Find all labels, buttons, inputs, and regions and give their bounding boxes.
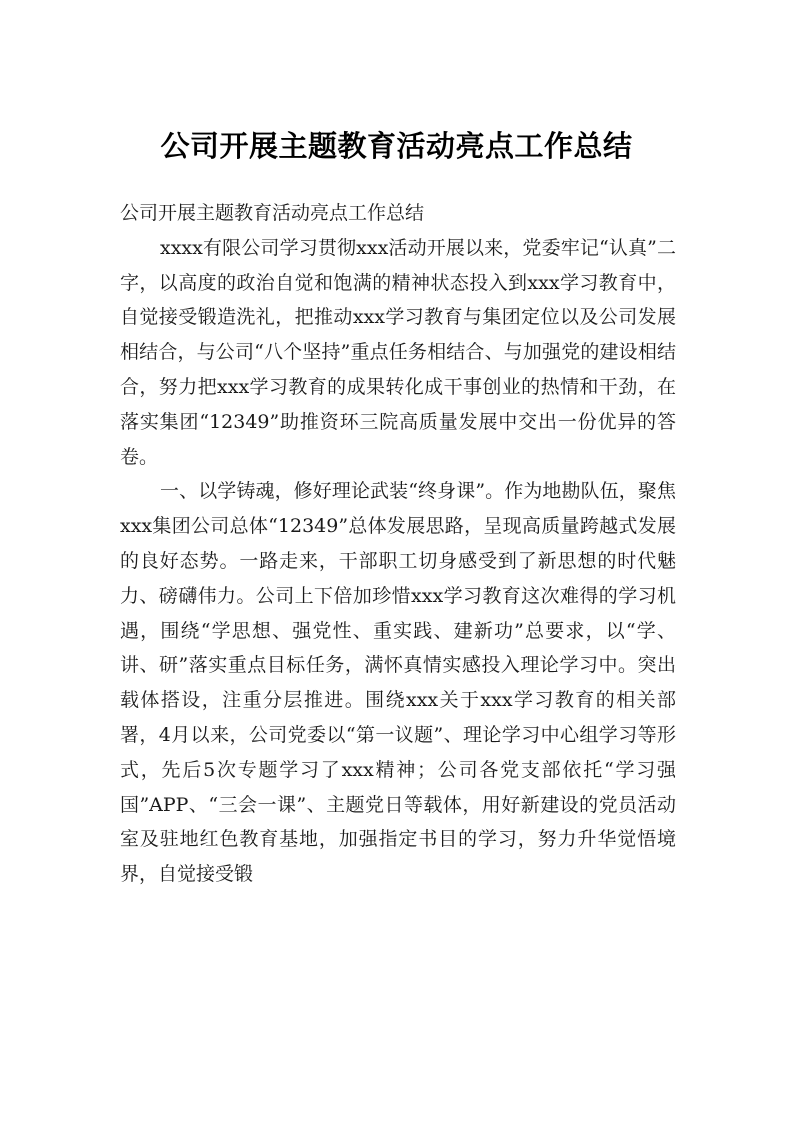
paragraph-section-one: 一、以学铸魂，修好理论武装“终身课”。作为地勘队伍，聚焦xxx集团公司总体“12349”总体发展思路，呈现高质量跨越式发展的良好态势。一路走来，干部职工切身感受到了新思想的时代魅力、磅礴伟力。公司上下倍加珍惜xxx学习教育这次难得的学习机遇，围绕“学思想、强党性、重实践、建新功”总要求，以“学、讲、研”落实重点目标任务，满怀真情实感投入理论学习中。突出载体搭设，注重分层推进。围绕xxx关于xxx学习教育的相关部署，4月以来，公司党委以“第一议题”、理论学习中心组学习等形式，先后5次专题学习了xxx精神；公司各党支部依托“学习强国”APP、“三会一课”、主题党日等载体，用好新建设的党员活动室及驻地红色教育基地，加强指定书目的学习，努力升华觉悟境界，自觉接受锻 [120, 480, 676, 886]
document-body [120, 196, 676, 892]
paragraph-intro: xxxx有限公司学习贯彻xxx活动开展以来，党委牢记“认真”二字，以高度的政治自觉和饱满的精神状态投入到xxx学习教育中，自觉接受锻造洗礼，把推动xxx学习教育与集团定位以及公司发展相结合，与公司“八个坚持”重点任务相结合、与加强党的建设相结合，努力把xxx学习教育的成果转化成干事创业的热情和干劲，在落实集团“12349”助推资环三院高质量发展中交出一份优异的答卷。 [120, 236, 676, 468]
document-title: 公司开展主题教育活动亮点工作总结 [160, 129, 633, 163]
document-subtitle: 公司开展主题教育活动亮点工作总结 [120, 202, 425, 224]
